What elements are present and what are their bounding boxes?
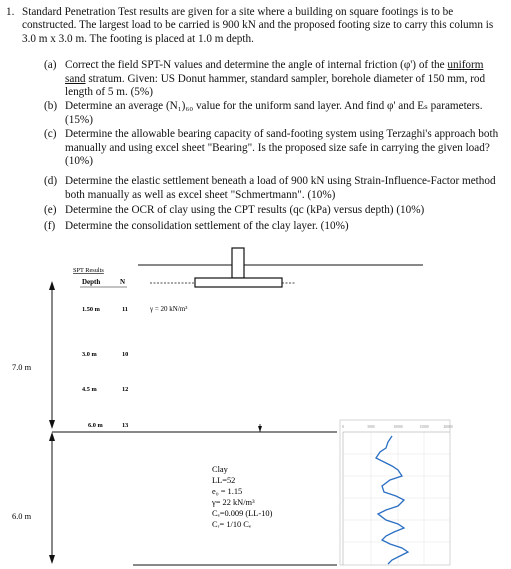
- clay-thickness-label: 6.0 m: [12, 512, 32, 521]
- cpt-plot: [340, 420, 450, 565]
- spt-row-n: 12: [122, 386, 129, 393]
- cpt-x-tick-label: 0: [342, 425, 344, 429]
- footing: [195, 248, 282, 287]
- underlined-text: uniform sand: [65, 59, 484, 85]
- part-text: Determine the allowable bearing capacity of sand-footing system using Terzaghi's approach both manually and using excel sheet "Bearing". Is the proposed size safe in carrying the given load? (10%): [65, 128, 499, 168]
- spt-row-n: 11: [122, 306, 128, 313]
- clay-unit-weight: γ= 22 kN/m³: [212, 498, 255, 507]
- part-text: Determine the OCR of clay using the CPT results (qc (kPa) versus depth) (10%): [65, 204, 425, 216]
- part-text: Determine an average (N₁)₆₀ value for the uniform sand layer. And find φ' and Eₛ parameters. (15%): [65, 100, 483, 126]
- part-text: Correct the field SPT-N values and determine the angle of internal friction (φ') of the uniform sand stratum. Given: US Donut hammer, standard sampler, borehole diameter of 150 mm, rod length of 5 m. (5%): [65, 59, 486, 99]
- part-text: Determine the elastic settlement beneath a load of 900 kN using Strain-Influence-Factor method both manually as well as excel sheet "Schmertmann". (10%): [65, 175, 496, 201]
- clay-cr: Cᵣ= 1/10 Cₑ: [212, 520, 252, 529]
- part-label: (a): [44, 59, 57, 71]
- clay-ll: LL=52: [212, 476, 236, 485]
- cpt-x-tick-label: 20000: [443, 425, 453, 429]
- part-label: (f): [44, 220, 56, 232]
- cpt-x-tick-label: 5000: [367, 425, 375, 429]
- sand-unit-weight: γ = 20 kN/m³: [150, 305, 188, 313]
- cpt-x-tick-label: 10000: [393, 425, 403, 429]
- part-label: (d): [44, 175, 58, 187]
- spt-row-depth: 4.5 m: [82, 386, 97, 393]
- part-label: (e): [44, 204, 57, 216]
- clay-cc: Cₑ=0.009 (LL-10): [212, 509, 273, 518]
- part-text: Determine the consolidation settlement of the clay layer. (10%): [65, 220, 349, 232]
- spt-n-header: N: [120, 278, 126, 286]
- spt-title: SPT Results: [73, 267, 104, 274]
- spt-row-n: 10: [122, 351, 129, 358]
- sand-thickness-label: 7.0 m: [12, 363, 32, 372]
- sand-thickness-dimension: [49, 281, 55, 429]
- cpt-x-tick-label: 15000: [419, 425, 429, 429]
- spt-row-depth: 1.50 m: [82, 306, 100, 313]
- clay-thickness-dimension: [49, 432, 55, 564]
- spt-row-depth: 3.0 m: [82, 351, 97, 358]
- question-number: 1.: [6, 6, 15, 18]
- clay-label: Clay: [212, 465, 228, 474]
- question-intro: Standard Penetration Test results are given for a site where a building on square footings is to be constructed. The largest load to be carried is 900 kN and the proposed footing size to carry this column is 3.0 m x 3.0 m. The footing is placed at 1.0 m depth.: [22, 6, 494, 45]
- spt-row-depth: 6.0 m: [88, 422, 103, 429]
- part-label: (b): [44, 100, 58, 112]
- part-label: (c): [44, 128, 57, 140]
- clay-e0: e₀ = 1.15: [212, 487, 243, 496]
- spt-row-n: 13: [122, 422, 129, 429]
- spt-depth-header: Depth: [82, 278, 101, 286]
